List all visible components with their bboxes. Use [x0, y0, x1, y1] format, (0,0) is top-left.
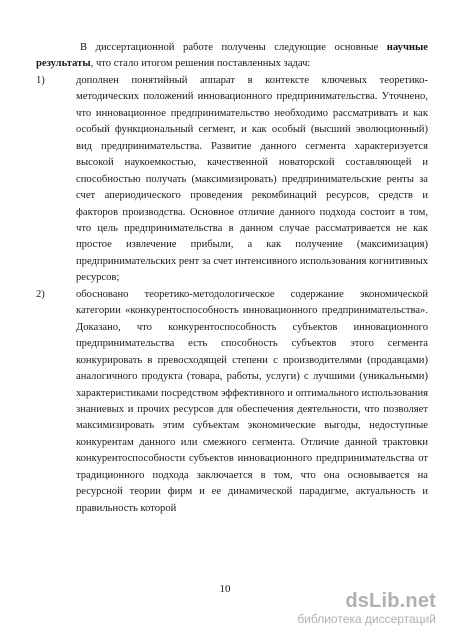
- watermark: [297, 590, 436, 626]
- list-item-text: обосновано теоретико-методологическое содержание экономической категории «конкурентоспособность инновационного предпринимательства». Доказано, что конкурентоспособность субъектов инновационного предпринимательства есть способность субъектов этого сегмента конкурировать в превосходящей степени с производителями (продавцами) аналогичного продукта (товара, работы, услуги) с лучшими (уникальными) характеристиками посредством эффективного и оптимального использования знаниевых и прочих ресурсов для обеспечения деятельности, что позволяет максимизировать этим субъектам экономические выгоды, недоступные конкурентам данного или смежного сегмента. Отличие данной трактовки конкурентоспособности субъектов инновационного предпринимательства от традиционного подхода заключается в том, что она основывается на ресурсной теории фирм и ее динамической парадигме, актуальность и правильность которой: [76, 288, 428, 514]
- list-item: [36, 287, 428, 517]
- results-list: [36, 73, 428, 517]
- list-item: [36, 73, 428, 287]
- intro-text-end: , что стало итогом решения поставленных задач:: [90, 58, 311, 70]
- body-text: [36, 40, 428, 517]
- list-item-text: дополнен понятийный аппарат в контексте ключевых теоретико-методических положений инновационного предпринимательства. Уточнено, что инновационное предпринимательство необходимо рассматривать и как особый функциональный сегмент, и как особый (высший эволюционный) вид предпринимательства. Развитие данного сегмента характеризуется высокой наукоемкостью, качественной новаторской составляющей и способностью получать (максимизировать) предпринимательские ренты за счет апериодического проведения рекомбинаций ресурсов, средств и факторов производства. Основное отличие данного подхода состоит в том, что цель предпринимательства в данном случае рассматривается не как простое извлечение прибыли, а как получение (максимизация) предпринимательских рент за счет интенсивного использования когнитивных ресурсов;: [76, 74, 428, 284]
- intro-bold-text: научные результаты: [36, 42, 428, 70]
- watermark-logo: dsLib.net: [345, 590, 436, 612]
- page-number: 10: [219, 583, 231, 595]
- list-item-number: 2): [36, 288, 45, 300]
- watermark-subtitle: библиотека диссертаций: [297, 612, 436, 626]
- intro-paragraph: [36, 40, 428, 73]
- intro-text: В диссертационной работе получены следующие основные: [80, 42, 387, 53]
- list-item-number: 1): [36, 74, 45, 86]
